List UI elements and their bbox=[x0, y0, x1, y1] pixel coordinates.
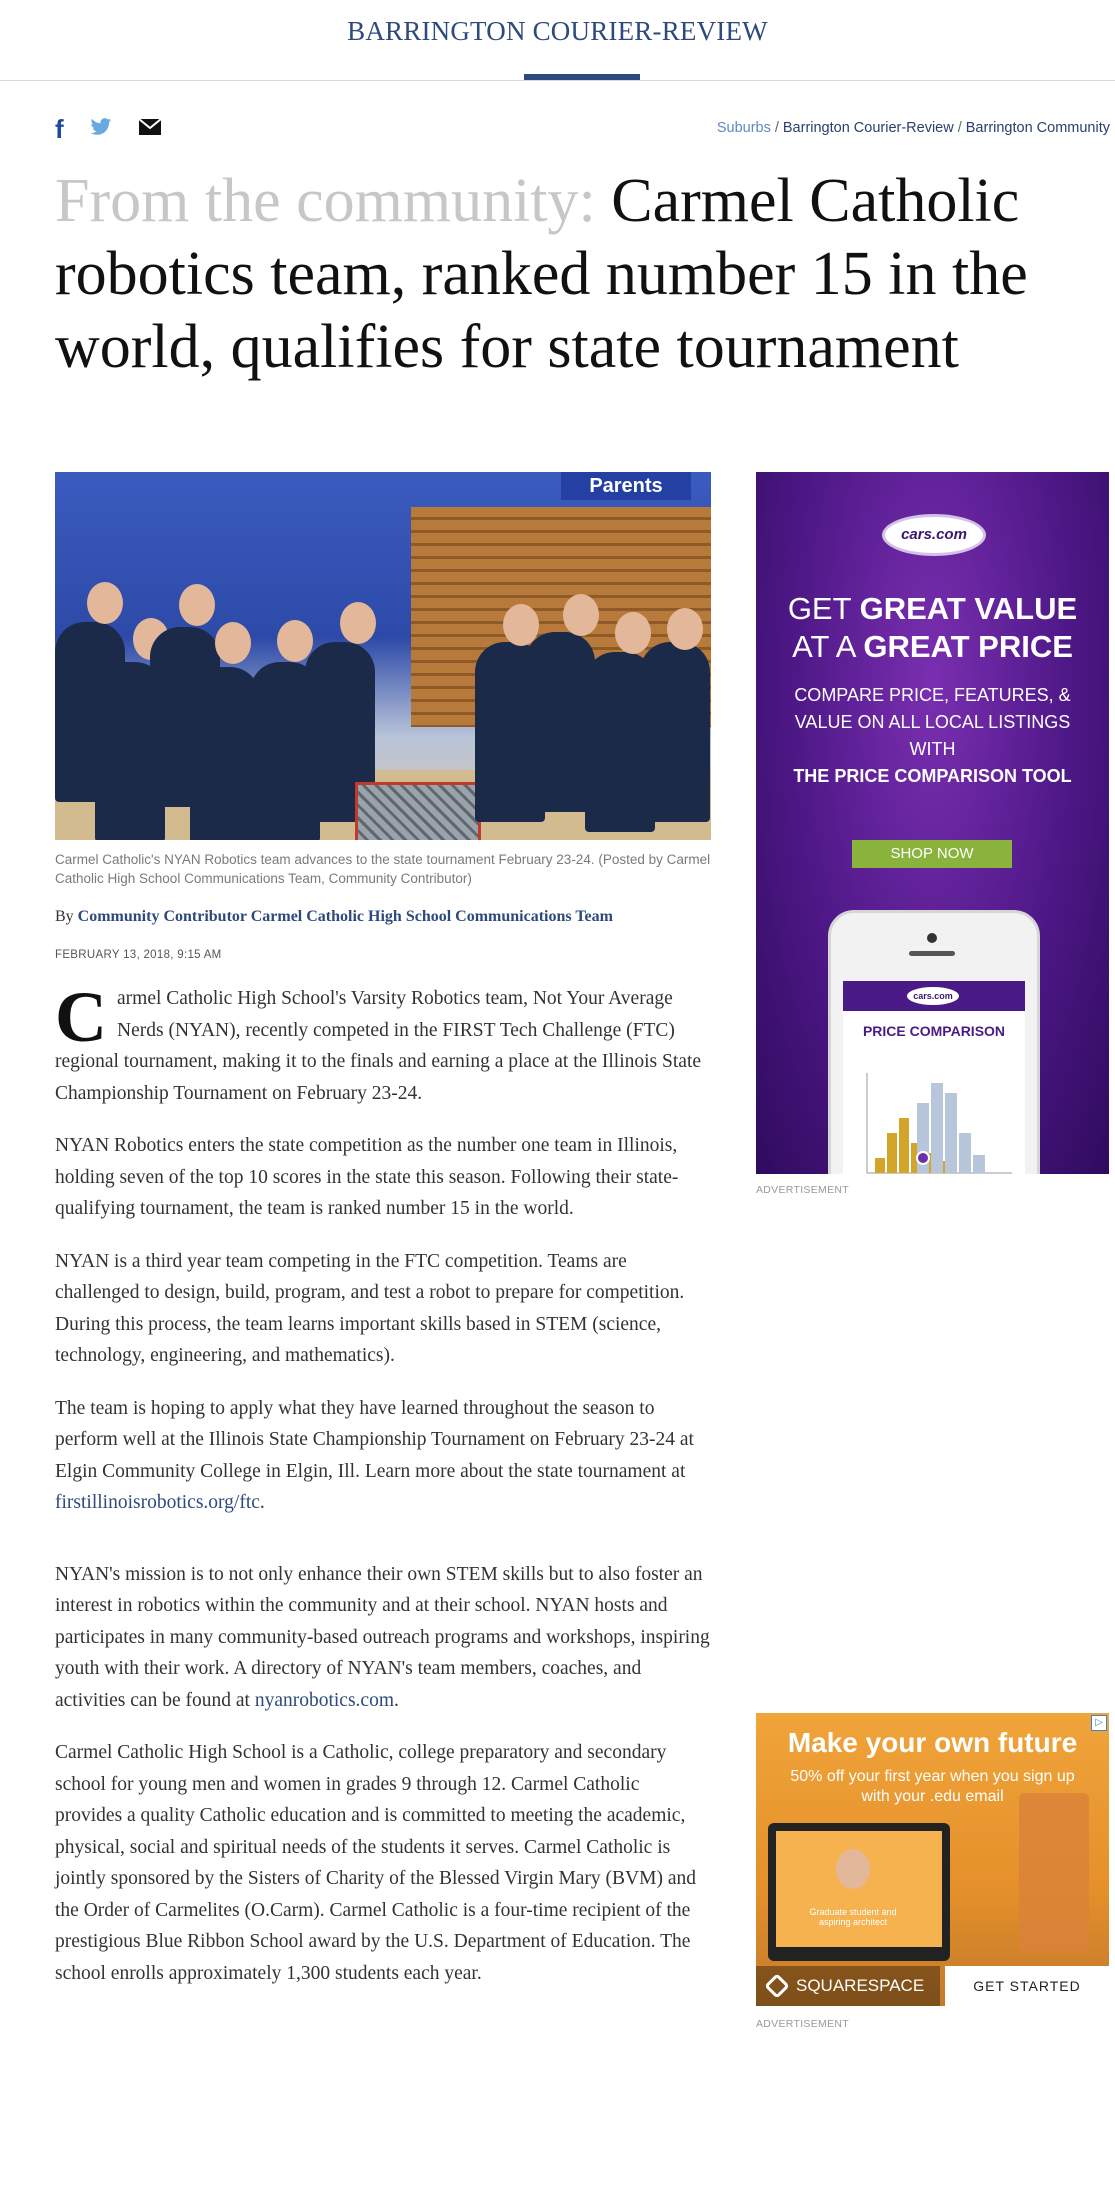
publish-date: FEBRUARY 13, 2018, 9:15 AM bbox=[55, 949, 222, 961]
squarespace-brand-text: SQUARESPACE bbox=[796, 1976, 925, 1995]
phone-cars-logo: cars.com bbox=[907, 987, 959, 1005]
article-paragraph bbox=[55, 1559, 711, 1717]
share-bar bbox=[55, 116, 162, 142]
chart-marker bbox=[917, 1152, 929, 1164]
advertisement-label: ADVERTISEMENT bbox=[756, 2018, 849, 2030]
ad2-laptop-illustration bbox=[768, 1823, 950, 1961]
ad-headline bbox=[756, 590, 1109, 666]
chart-bar bbox=[959, 1133, 971, 1173]
chart-bar bbox=[875, 1158, 885, 1173]
phone-screen bbox=[843, 981, 1025, 1174]
twitter-icon[interactable] bbox=[90, 117, 112, 142]
laptop-person-photo bbox=[836, 1849, 870, 1889]
photo-head bbox=[277, 620, 313, 662]
photo-head bbox=[340, 602, 376, 644]
nyan-robotics-link[interactable]: nyanrobotics.com bbox=[254, 1689, 394, 1711]
masthead-accent-bar bbox=[524, 74, 640, 80]
share-breadcrumb-row bbox=[55, 112, 1110, 142]
photo-head bbox=[179, 584, 215, 626]
phone-camera bbox=[927, 933, 937, 943]
ad-headline-bold: GREAT PRICE bbox=[863, 629, 1073, 664]
phone-speaker bbox=[909, 951, 955, 956]
chart-bar bbox=[931, 1083, 943, 1173]
photo-head bbox=[667, 608, 703, 650]
article-paragraph bbox=[55, 1393, 711, 1519]
email-icon[interactable] bbox=[138, 118, 162, 141]
adchoices-icon[interactable]: ▷ bbox=[1091, 1715, 1107, 1731]
main-column bbox=[55, 472, 711, 2010]
photo-person bbox=[640, 642, 710, 822]
byline-prefix: By bbox=[55, 908, 74, 925]
price-comparison-title: PRICE COMPARISON bbox=[862, 1023, 1006, 1039]
photo-caption: Carmel Catholic's NYAN Robotics team advances to the state tournament February 23-24. (Posted by Carmel Catholic High School Communications Team, Community Contributor) bbox=[55, 852, 711, 886]
headline-title: Carmel Catholic robotics team, ranked number 15 in the world, qualifies for state tournament bbox=[55, 167, 1028, 381]
article-photo[interactable] bbox=[55, 472, 711, 840]
phone-screen-header bbox=[843, 981, 1025, 1011]
ad-body bbox=[776, 682, 1089, 790]
article-headline bbox=[55, 165, 1095, 384]
advertisement-label: ADVERTISEMENT bbox=[756, 1184, 849, 1196]
paragraph-text: The team is hoping to apply what they have learned throughout the season to perform well at the Illinois State Championship Tournament on February 23-24 at Elgin Community College in Elgin, Ill. Learn more about the state tournament at bbox=[55, 1397, 694, 1482]
breadcrumb-separator: / bbox=[957, 120, 962, 136]
ad-headline-part: AT A bbox=[792, 629, 864, 664]
paragraph-end: . bbox=[394, 1689, 399, 1711]
squarespace-brand bbox=[756, 1966, 940, 2006]
price-comparison-chart bbox=[857, 1063, 1017, 1174]
breadcrumb-barrington-courier-review[interactable]: Barrington Courier-Review bbox=[782, 120, 954, 136]
paragraph-end: . bbox=[259, 1492, 265, 1513]
photo-team-group bbox=[55, 582, 711, 840]
photo-parents-sign: Parents bbox=[561, 472, 691, 500]
laptop-screen bbox=[776, 1831, 942, 1947]
laptop-screen-text: Graduate student and aspiring architect bbox=[809, 1907, 897, 1927]
dropcap: C bbox=[55, 977, 107, 1057]
paragraph-text: NYAN's mission is to not only enhance their own STEM skills but to also foster an interest in robotics within the community and at their school. NYAN hosts and participates in many community-based outreach programs and workshops, inspiring youth with their work. A directory of NYAN's team members, coaches, and activities can be found at bbox=[55, 1563, 710, 1711]
article-paragraph: NYAN is a third year team competing in the FTC competition. Teams are challenged to design, build, program, and test a robot to prepare for competition. During this process, the team learns important skills based in STEM (science, technology, engineering, and mathematics). bbox=[55, 1250, 685, 1366]
ad2-subtitle: 50% off your first year when you sign up with your .edu email bbox=[790, 1768, 1075, 1805]
masthead bbox=[0, 0, 1115, 81]
photo-head bbox=[215, 622, 251, 664]
byline-author-link[interactable]: Community Contributor Carmel Catholic High School Communications Team bbox=[77, 908, 613, 925]
breadcrumb-suburbs[interactable]: Suburbs bbox=[716, 120, 771, 136]
squarespace-ad[interactable] bbox=[756, 1713, 1109, 2006]
breadcrumb-separator: / bbox=[774, 120, 779, 136]
photo-robot bbox=[355, 782, 481, 840]
article-paragraph bbox=[55, 977, 711, 1109]
shop-now-button[interactable]: SHOP NOW bbox=[852, 840, 1012, 868]
ad2-headline: Make your own future bbox=[787, 1727, 1078, 1758]
photo-head bbox=[563, 594, 599, 636]
squarespace-logo-icon bbox=[764, 1973, 789, 1998]
ad-vase-decoration bbox=[1019, 1793, 1089, 1953]
photo-head bbox=[87, 582, 123, 624]
cars-com-logo: cars.com bbox=[882, 514, 986, 556]
breadcrumb bbox=[717, 120, 1110, 136]
article-body bbox=[55, 977, 711, 1989]
breadcrumb-barrington-community[interactable]: Barrington Community bbox=[965, 120, 1110, 136]
article-paragraph: Carmel Catholic High School is a Catholic, college preparatory and secondary school for young men and women in grades 9 through 12. Carmel Catholic provides a quality Catholic education and is committed to meeting the academic, physical, social and spiritual needs of the students it serves. Carmel Catholic is jointly sponsored by the Sisters of Charity of the Blessed Virgin Mary (BVM) and the Order of Carmelites (O.Carm). Carmel Catholic is a four-time recipient of the prestigious Blue Ribbon School award by the U.S. Department of Education. The school enrolls approximately 1,300 students each year. bbox=[55, 1742, 697, 1984]
ad-phone-illustration bbox=[828, 910, 1040, 1174]
chart-bar bbox=[887, 1133, 897, 1173]
ad-body-bold: THE PRICE COMPARISON TOOL bbox=[793, 766, 1072, 786]
chart-bar bbox=[899, 1118, 909, 1173]
facebook-icon[interactable]: f bbox=[55, 114, 64, 144]
ad-body-text: COMPARE PRICE, FEATURES, & VALUE ON ALL LOCAL LISTINGS WITH bbox=[794, 685, 1071, 759]
photo-head bbox=[615, 612, 651, 654]
site-logo[interactable]: BARRINGTON COURIER-REVIEW bbox=[347, 16, 768, 46]
get-started-button[interactable]: GET STARTED bbox=[945, 1966, 1109, 2006]
chart-bar bbox=[945, 1093, 957, 1173]
byline bbox=[55, 908, 711, 925]
article-paragraph: NYAN Robotics enters the state competition as the number one team in Illinois, holding seven of the top 10 scores in the state this season. Following their state-qualifying tournament, the team is ranked number 15 in the world. bbox=[55, 1135, 679, 1219]
state-tournament-link[interactable]: firstillinoisrobotics.org/ftc bbox=[55, 1492, 260, 1513]
paragraph-text: armel Catholic High School's Varsity Robotics team, Not Your Average Nerds (NYAN), recently competed in the FIRST Tech Challenge (FTC) regional tournament, making it to the finals and earning a place at the Illinois State Championship Tournament on February 23-24. bbox=[55, 988, 702, 1104]
cars-com-ad[interactable] bbox=[756, 472, 1109, 1174]
chart-bar bbox=[973, 1155, 985, 1173]
headline-kicker: From the community: bbox=[55, 167, 596, 235]
ad-headline-part: GET bbox=[787, 591, 860, 626]
ad-headline-bold: GREAT VALUE bbox=[859, 591, 1078, 626]
